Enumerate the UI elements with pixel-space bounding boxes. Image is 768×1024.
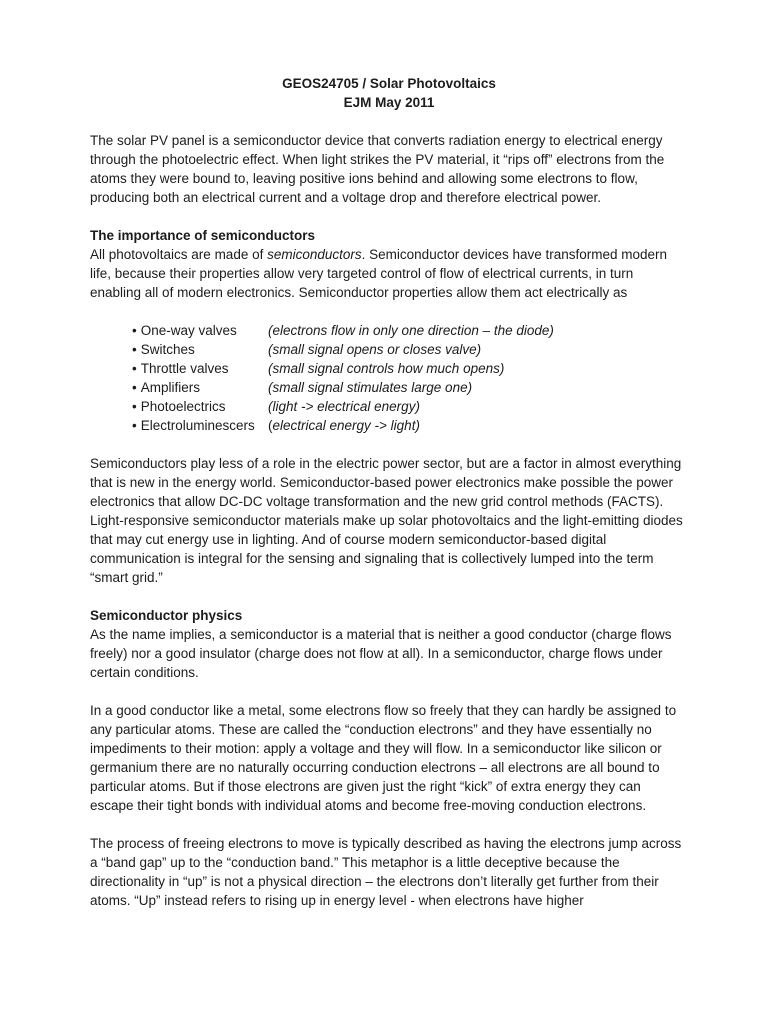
title-block [90, 74, 688, 112]
bullet-icon: • [132, 399, 137, 414]
bullet-term: One-way valves [140, 323, 237, 338]
list-item [132, 397, 688, 416]
bullet-icon: • [132, 380, 137, 395]
section-heading-semiconductors: The importance of semiconductors [90, 228, 316, 243]
section2-paragraph-1: As the name implies, a semiconductor is a material that is neither a good conductor (charge flows freely) nor a good insulator (charge does not flow at all). In a semiconductor, charge flows under certain conditions. [90, 627, 672, 680]
bullet-term: Throttle valves [140, 361, 229, 376]
list-item [132, 321, 688, 340]
list-item [132, 416, 688, 435]
document-subtitle: EJM May 2011 [343, 95, 435, 110]
bullet-icon: • [132, 323, 137, 338]
bullet-description: (small signal stimulates large one) [268, 380, 473, 395]
bullet-description: (small signal controls how much opens) [268, 361, 505, 376]
semiconductor-roles-list [90, 321, 688, 435]
bullet-open-paren: ( [268, 418, 273, 433]
bullet-term: Switches [140, 342, 195, 357]
section1-paragraph-2: Semiconductors play less of a role in the electric power sector, but are a factor in almost everything that is new in the energy world. Semiconductor-based power electronics make possible the power electronics that allow DC-DC voltage transformation and the new grid control methods (FACTS). Light-responsive semiconductor materials make up solar photovoltaics and the light-emitting diodes that may cut energy use in lighting. And of course modern semiconductor-based digital communication is integral for the sensing and signaling that is collectively lumped into the term “smart grid.” [90, 456, 683, 585]
document-title: GEOS24705 / Solar Photovoltaics [282, 76, 496, 91]
bullet-icon: • [132, 361, 137, 376]
bullet-description: electrical energy -> light) [272, 418, 420, 433]
list-item [132, 359, 688, 378]
intro-paragraph: The solar PV panel is a semiconductor device that converts radiation energy to electrical energy through the photoelectric effect. When light strikes the PV material, it “rips off” electrons from the atoms they were bound to, leaving positive ions behind and allowing some electrons to flow, producing both an electrical current and a voltage drop and therefore electrical power. [90, 133, 665, 205]
section2-paragraph-2: In a good conductor like a metal, some electrons flow so freely that they can hardly be assigned to any particular atoms. These are called the “conduction electrons” and they have essentially no impediments to their motion: apply a voltage and they will flow. In a semiconductor like silicon or germanium there are no naturally occurring conduction electrons – all electrons are all bound to particular atoms. But if those electrons are given just the right “kick” of extra energy they can escape their tight bonds with individual atoms and become free-moving conduction electrons. [90, 703, 677, 813]
section2-paragraph-3: The process of freeing electrons to move is typically described as having the electrons jump across a “band gap” up to the “conduction band.” This metaphor is a little deceptive because the directionality in “up” is not a physical direction – the electrons don’t literally get further from their atoms. “Up” instead refers to rising up in energy level - when electrons have higher [90, 836, 682, 908]
bullet-description: (small signal opens or closes valve) [268, 342, 482, 357]
list-item [132, 378, 688, 397]
section1-paragraph-1 [90, 245, 688, 302]
section1-para-pre: All photovoltaics are made of [90, 247, 268, 262]
bullet-description: (light -> electrical energy) [268, 399, 420, 414]
bullet-icon: • [132, 418, 137, 433]
section-heading-physics: Semiconductor physics [90, 608, 243, 623]
bullet-term: Electroluminescers [140, 418, 255, 433]
list-item [132, 340, 688, 359]
bullet-icon: • [132, 342, 137, 357]
bullet-term: Amplifiers [140, 380, 200, 395]
bullet-description: (electrons flow in only one direction – the diode) [268, 323, 554, 338]
section1-para-emphasis: semiconductors [267, 247, 362, 262]
section1-para-post: . Semiconductor devices have transformed modern life, because their properties allow very targeted control of flow of electrical currents, in turn enabling all of modern electronics. Semiconductor properties allow them act electrically as [90, 247, 668, 300]
bullet-term: Photoelectrics [140, 399, 226, 414]
